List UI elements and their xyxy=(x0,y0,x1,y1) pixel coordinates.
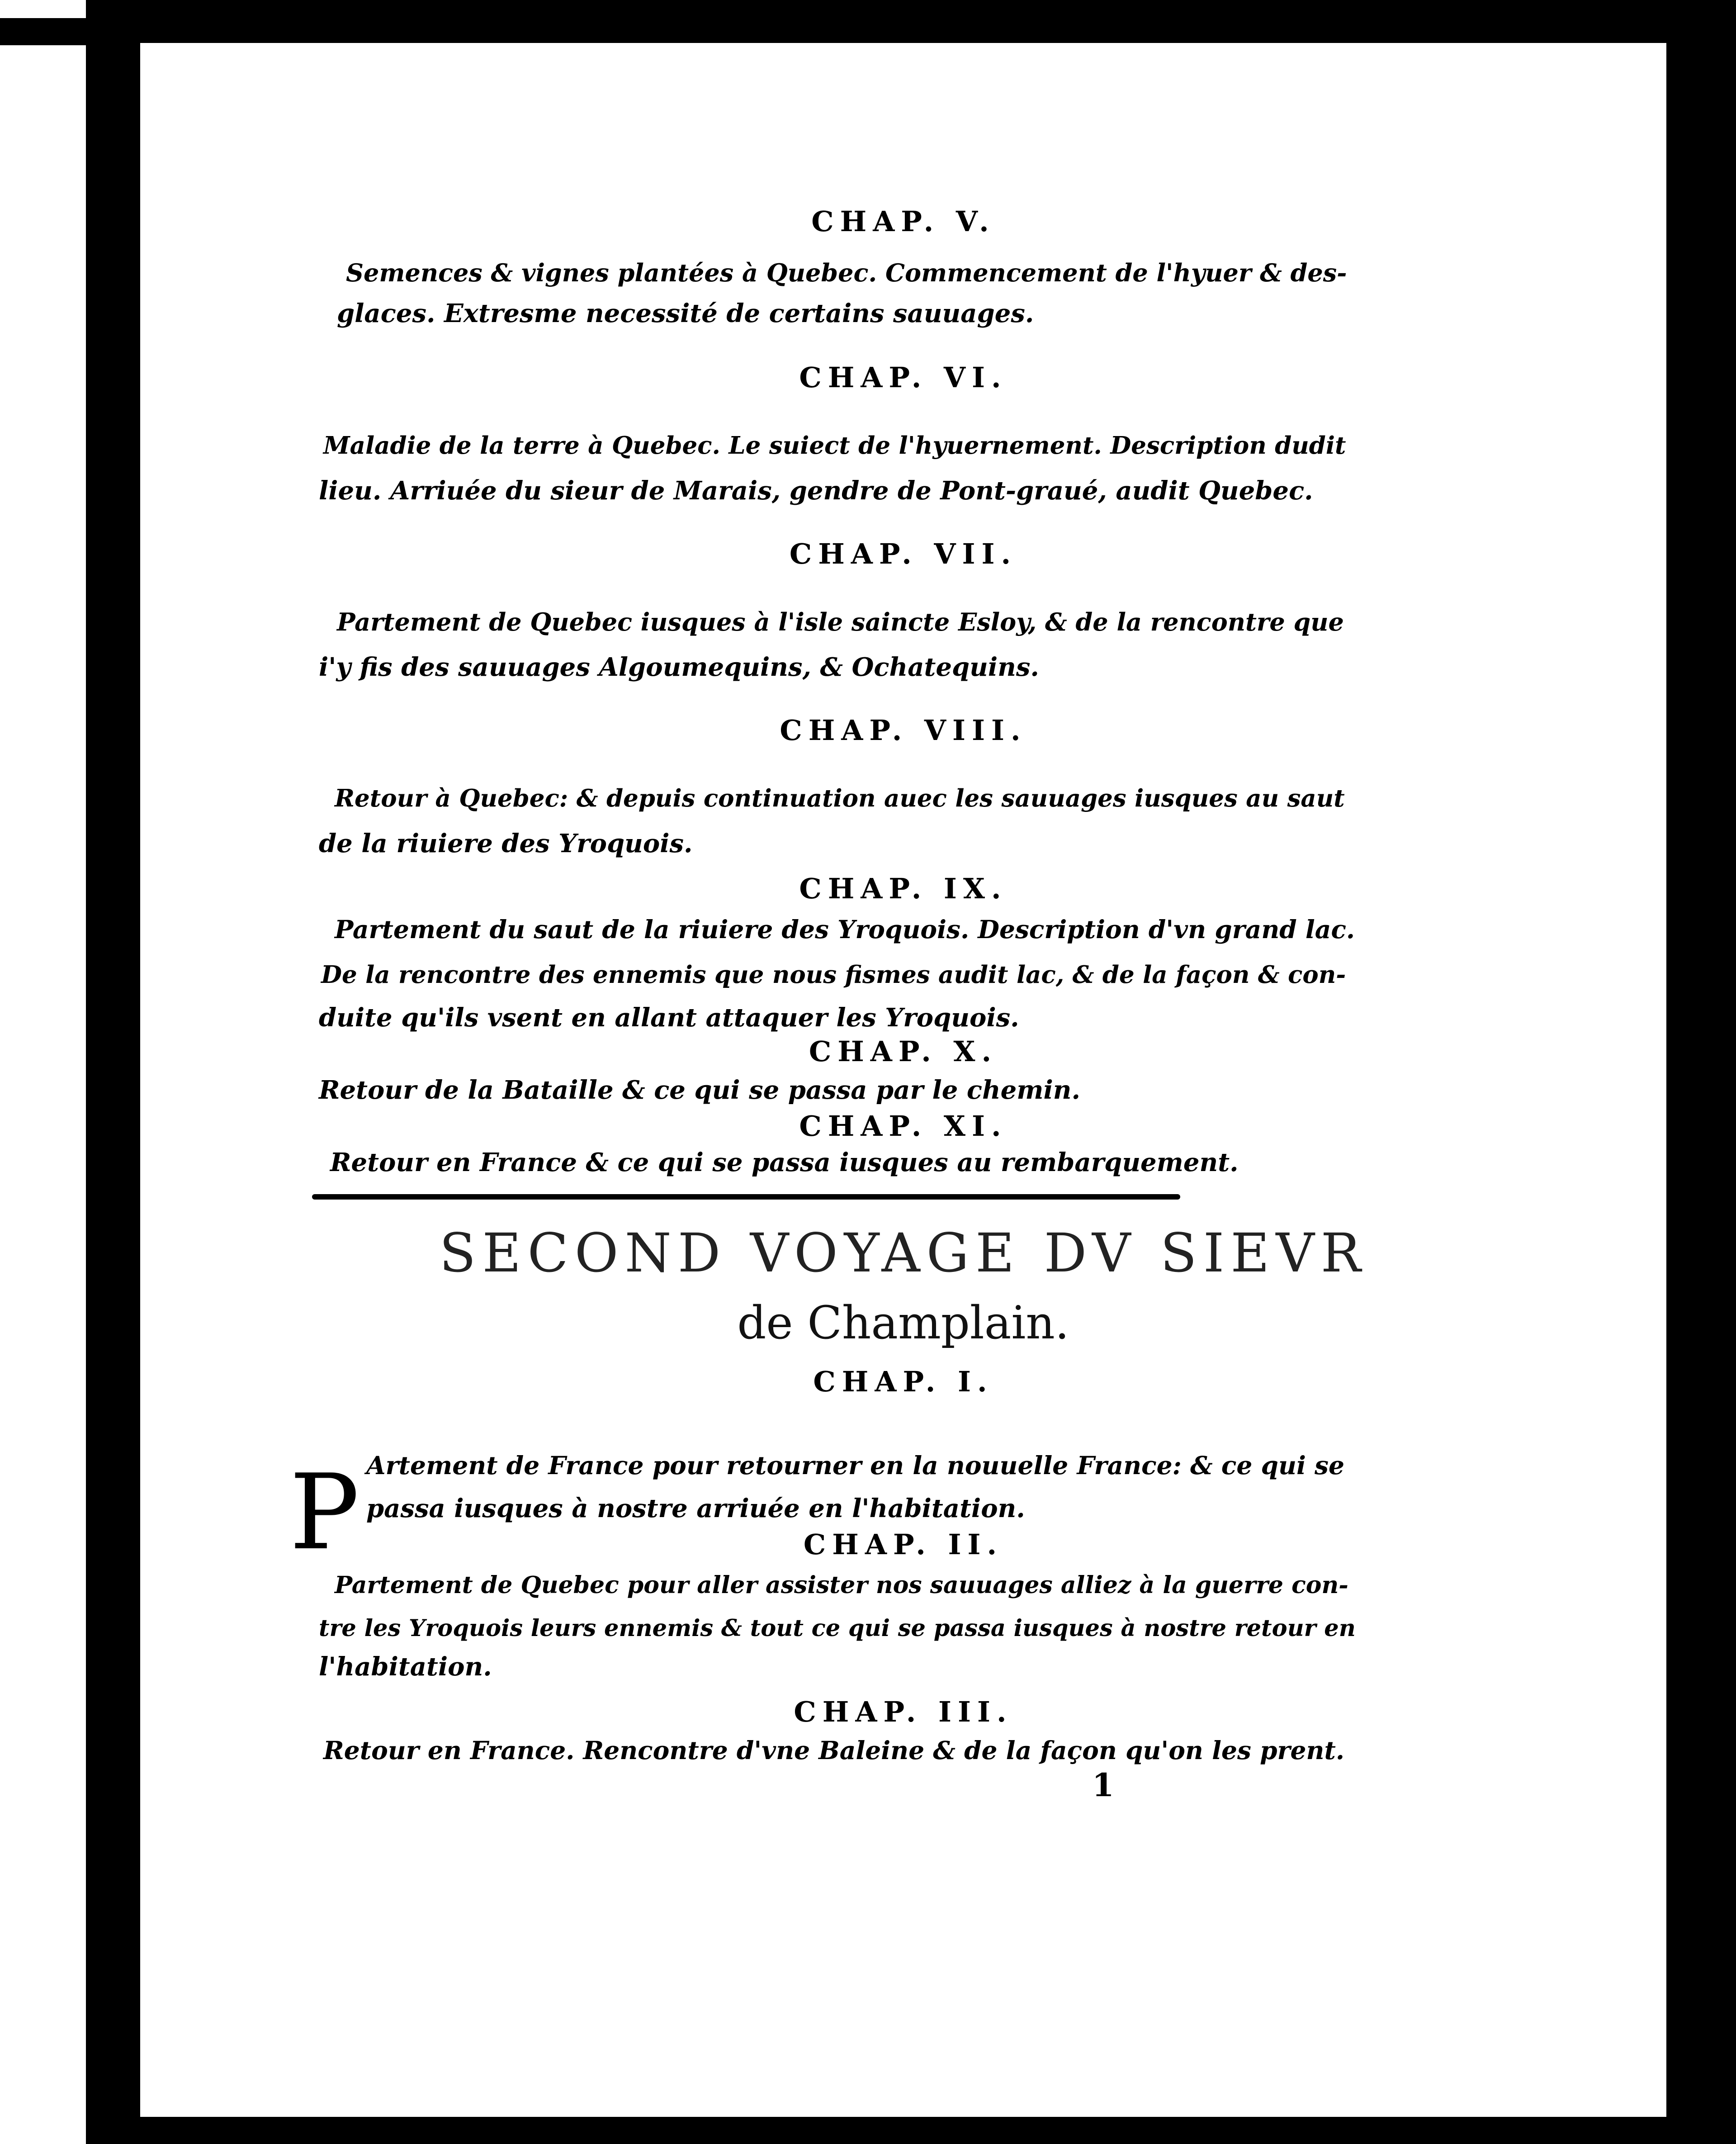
chapter-viii-summary-line-1: Retour à Quebec: & depuis continuation auec les sauuages iusques au saut xyxy=(335,784,1345,812)
chapter-2-i-summary-line-1: Artement de France pour retourner en la nouuelle France: & ce qui se xyxy=(366,1451,1344,1480)
chapter-heading-v: CHAP. V. xyxy=(811,205,995,238)
chapter-ix-summary-line-3: duite qu'ils vsent en allant attaquer les Yroquois. xyxy=(319,1003,1019,1033)
chapter-v-summary-line-1: Semences & vignes plantées à Quebec. Commencement de l'hyuer & des- xyxy=(346,258,1347,287)
chapter-heading-x: CHAP. X. xyxy=(809,1035,998,1068)
chapter-heading-2-iii: CHAP. III. xyxy=(794,1695,1013,1728)
book-page xyxy=(140,43,1666,2117)
chapter-heading-2-ii: CHAP. II. xyxy=(803,1528,1003,1561)
chapter-vii-summary-line-1: Partement de Quebec iusques à l'isle saincte Esloy, & de la rencontre que xyxy=(337,607,1344,636)
chapter-heading-xi: CHAP. XI. xyxy=(799,1110,1008,1143)
section-divider-rule xyxy=(312,1194,1180,1200)
chapter-heading-vi: CHAP. VI. xyxy=(799,361,1008,394)
drop-cap: P xyxy=(289,1452,359,1573)
chapter-2-ii-summary-line-2: tre les Yroquois leurs ennemis & tout ce qui se passa iusques à nostre retour en xyxy=(319,1615,1356,1642)
chapter-xi-summary-line-1: Retour en France & ce qui se passa iusques au rembarquement. xyxy=(330,1148,1239,1177)
section-title-line-1: SECOND VOYAGE DV SIEVR xyxy=(439,1222,1367,1284)
chapter-heading-ix: CHAP. IX. xyxy=(799,872,1008,905)
chapter-vi-summary-line-1: Maladie de la terre à Quebec. Le suiect de l'hyuernement. Description dudit xyxy=(323,432,1346,460)
section-title-line-2: de Champlain. xyxy=(737,1296,1069,1349)
left-facing-page-edge xyxy=(0,0,86,2144)
chapter-2-ii-summary-line-3: l'habitation. xyxy=(319,1652,492,1682)
chapter-2-ii-summary-line-1: Partement de Quebec pour aller assister nos sauuages alliez à la guerre con- xyxy=(335,1571,1348,1599)
page-number: 1 xyxy=(1092,1766,1114,1804)
chapter-2-iii-summary-line-1: Retour en France. Rencontre d'vne Baleine & de la façon qu'on les prent. xyxy=(323,1736,1345,1765)
chapter-viii-summary-line-2: de la riuiere des Yroquois. xyxy=(319,829,693,859)
chapter-v-summary-line-2: glaces. Extresme necessité de certains sauuages. xyxy=(337,299,1034,328)
chapter-ix-summary-line-1: Partement du saut de la riuiere des Yroquois. Description d'vn grand lac. xyxy=(335,915,1355,944)
chapter-heading-2-i: CHAP. I. xyxy=(813,1365,993,1398)
chapter-2-i-summary-line-2: passa iusques à nostre arriuée en l'habitation. xyxy=(366,1494,1025,1523)
chapter-vii-summary-line-2: i'y fis des sauuages Algoumequins, & Ochatequins. xyxy=(319,652,1039,682)
chapter-heading-vii: CHAP. VII. xyxy=(789,537,1017,570)
page-content xyxy=(140,43,1666,2117)
chapter-x-summary-line-1: Retour de la Bataille & ce qui se passa par le chemin. xyxy=(319,1075,1081,1105)
chapter-vi-summary-line-2: lieu. Arriuée du sieur de Marais, gendre de Pont-graué, audit Quebec. xyxy=(319,476,1313,506)
chapter-ix-summary-line-2: De la rencontre des ennemis que nous fismes audit lac, & de la façon & con- xyxy=(321,961,1346,989)
chapter-heading-viii: CHAP. VIII. xyxy=(780,714,1027,747)
